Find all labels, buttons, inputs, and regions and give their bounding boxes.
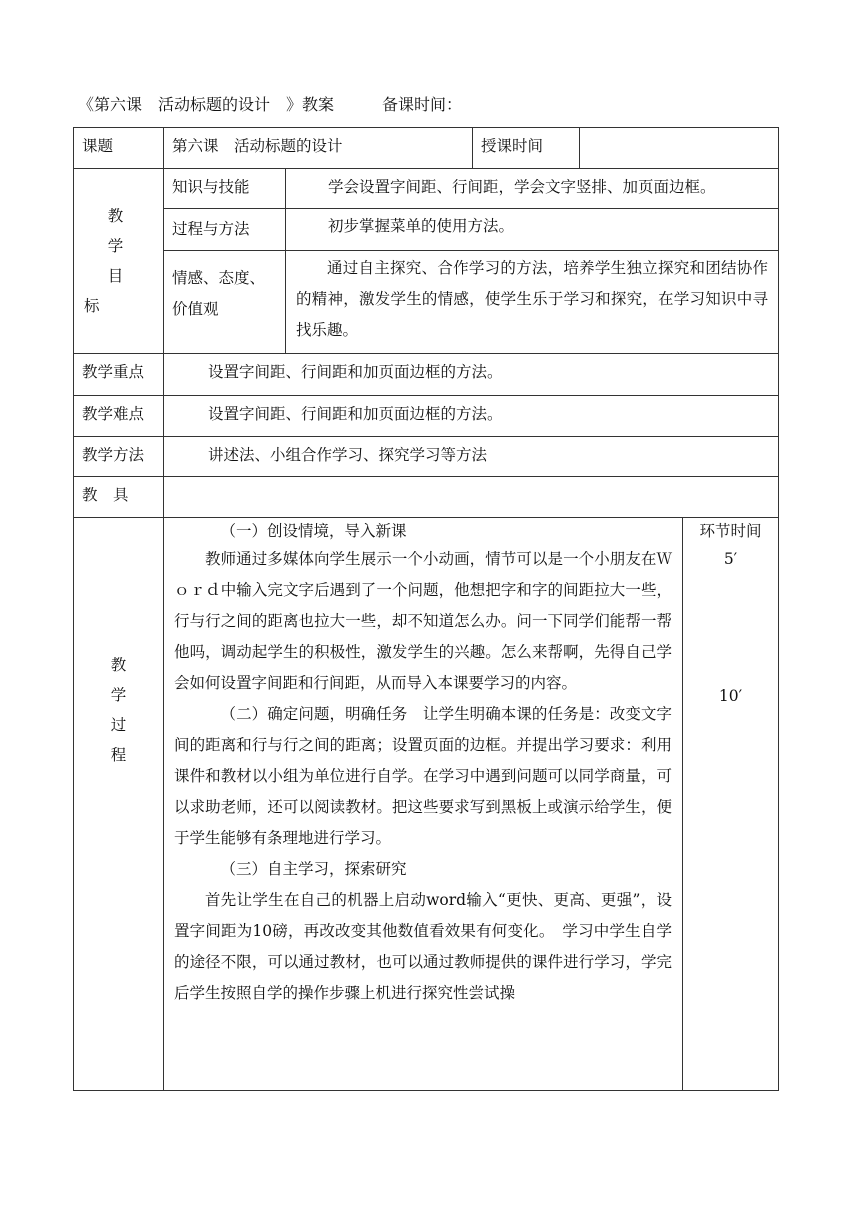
- process-row: [74, 518, 779, 1091]
- stage-time-2: 10′: [718, 687, 743, 705]
- goal-text-knowledge: 学会设置字间距、行间距，学会文字竖排、加页面边框。: [286, 169, 779, 209]
- process-time-cell: [683, 518, 779, 1091]
- goal-row-emotion: [74, 251, 779, 354]
- topic-row: [74, 128, 779, 169]
- stage-time-1: 5′: [723, 550, 738, 568]
- process-paragraph-1: 教师通过多媒体向学生展示一个小动画，情节可以是一个小朋友在Ｗｏｒｄ中输入完文字后遇到了一个问题，他想把字和字的间距拉大一些，行与行之间的距离也拉大一些，却不知道怎么办。问一下同学们能帮一帮他吗，调动起学生的积极性，激发学生的兴趣。怎么来帮啊，先得自己学会如何设置字间距和行间距，从而导入本课要学习的内容。: [174, 550, 673, 692]
- goal-label-knowledge: 知识与技能: [164, 169, 286, 209]
- goals-label-char: 标: [84, 297, 100, 315]
- goal-text-emotion-cell: [286, 251, 779, 354]
- difficulty-row: [74, 396, 779, 437]
- goals-label: [74, 169, 164, 354]
- goal-text-process: 初步掌握菜单的使用方法。: [286, 209, 779, 251]
- process-heading-3: （三）自主学习，探索研究: [220, 860, 407, 878]
- process-heading-1: （一）创设情境，导入新课: [220, 522, 407, 540]
- process-label-char: 过: [110, 716, 127, 734]
- topic-label: 课题: [74, 128, 164, 169]
- key-point-label: 教学重点: [74, 354, 164, 396]
- process-paragraph-2: （二）确定问题，明确任务 让学生明确本课的任务是：改变文字间的距离和行与行之间的距离；设置页面的边框。并提出学习要求：利用课件和教材以小组为单位进行自学。在学习中遇到问题可以同学商量，可以求助老师，还可以阅读教材。把这些要求写到黑板上或演示给学生，便于学生能够有条理地进行学习。: [174, 705, 673, 847]
- goal-row-process: [74, 209, 779, 251]
- goal-label-process: 过程与方法: [164, 209, 286, 251]
- method-label: 教学方法: [74, 437, 164, 477]
- tools-label: 教 具: [74, 477, 164, 518]
- method-text: 讲述法、小组合作学习、探究学习等方法: [164, 437, 779, 477]
- process-label-char: 教: [110, 656, 127, 674]
- tools-row: [74, 477, 779, 518]
- document-title: 《第六课 活动标题的设计 》教案 备课时间：: [78, 95, 463, 114]
- goals-label-char: 学: [107, 237, 124, 255]
- class-time-value: [580, 128, 779, 169]
- goal-label-emotion-line: 情感、态度、: [172, 269, 266, 287]
- tools-text: [164, 477, 779, 518]
- lesson-plan-table: [73, 127, 779, 1091]
- goal-label-emotion: [164, 251, 286, 354]
- goals-label-char: 目: [107, 267, 124, 285]
- class-time-label: 授课时间: [473, 128, 580, 169]
- method-row: [74, 437, 779, 477]
- goals-label-char: 教: [107, 207, 124, 225]
- topic-value: 第六课 活动标题的设计: [164, 128, 473, 169]
- process-label: [74, 518, 164, 1091]
- goal-row-knowledge: [74, 169, 779, 209]
- process-content: [164, 518, 683, 1091]
- difficulty-label: 教学难点: [74, 396, 164, 437]
- difficulty-text: 设置字间距、行间距和加页面边框的方法。: [164, 396, 779, 437]
- process-label-char: 程: [110, 746, 127, 764]
- key-point-text: 设置字间距、行间距和加页面边框的方法。: [164, 354, 779, 396]
- goal-text-emotion: 通过自主探究、合作学习的方法，培养学生独立探究和团结协作的精神，激发学生的情感，使学生乐于学习和探究，在学习知识中寻找乐趣。: [296, 259, 769, 339]
- stage-time-label: 环节时间: [699, 522, 762, 540]
- goal-label-emotion-line: 价值观: [172, 300, 219, 318]
- process-paragraph-3: 首先让学生在自己的机器上启动word输入“更快、更高、更强”，设置字间距为10磅，再改改变其他数值看效果有何变化。 学习中学生自学的途径不限，可以通过教材，也可以通过教师提供的课件进行学习，学完后学生按照自学的操作步骤上机进行探究性尝试操: [174, 891, 673, 1002]
- key-point-row: [74, 354, 779, 396]
- process-label-char: 学: [110, 686, 127, 704]
